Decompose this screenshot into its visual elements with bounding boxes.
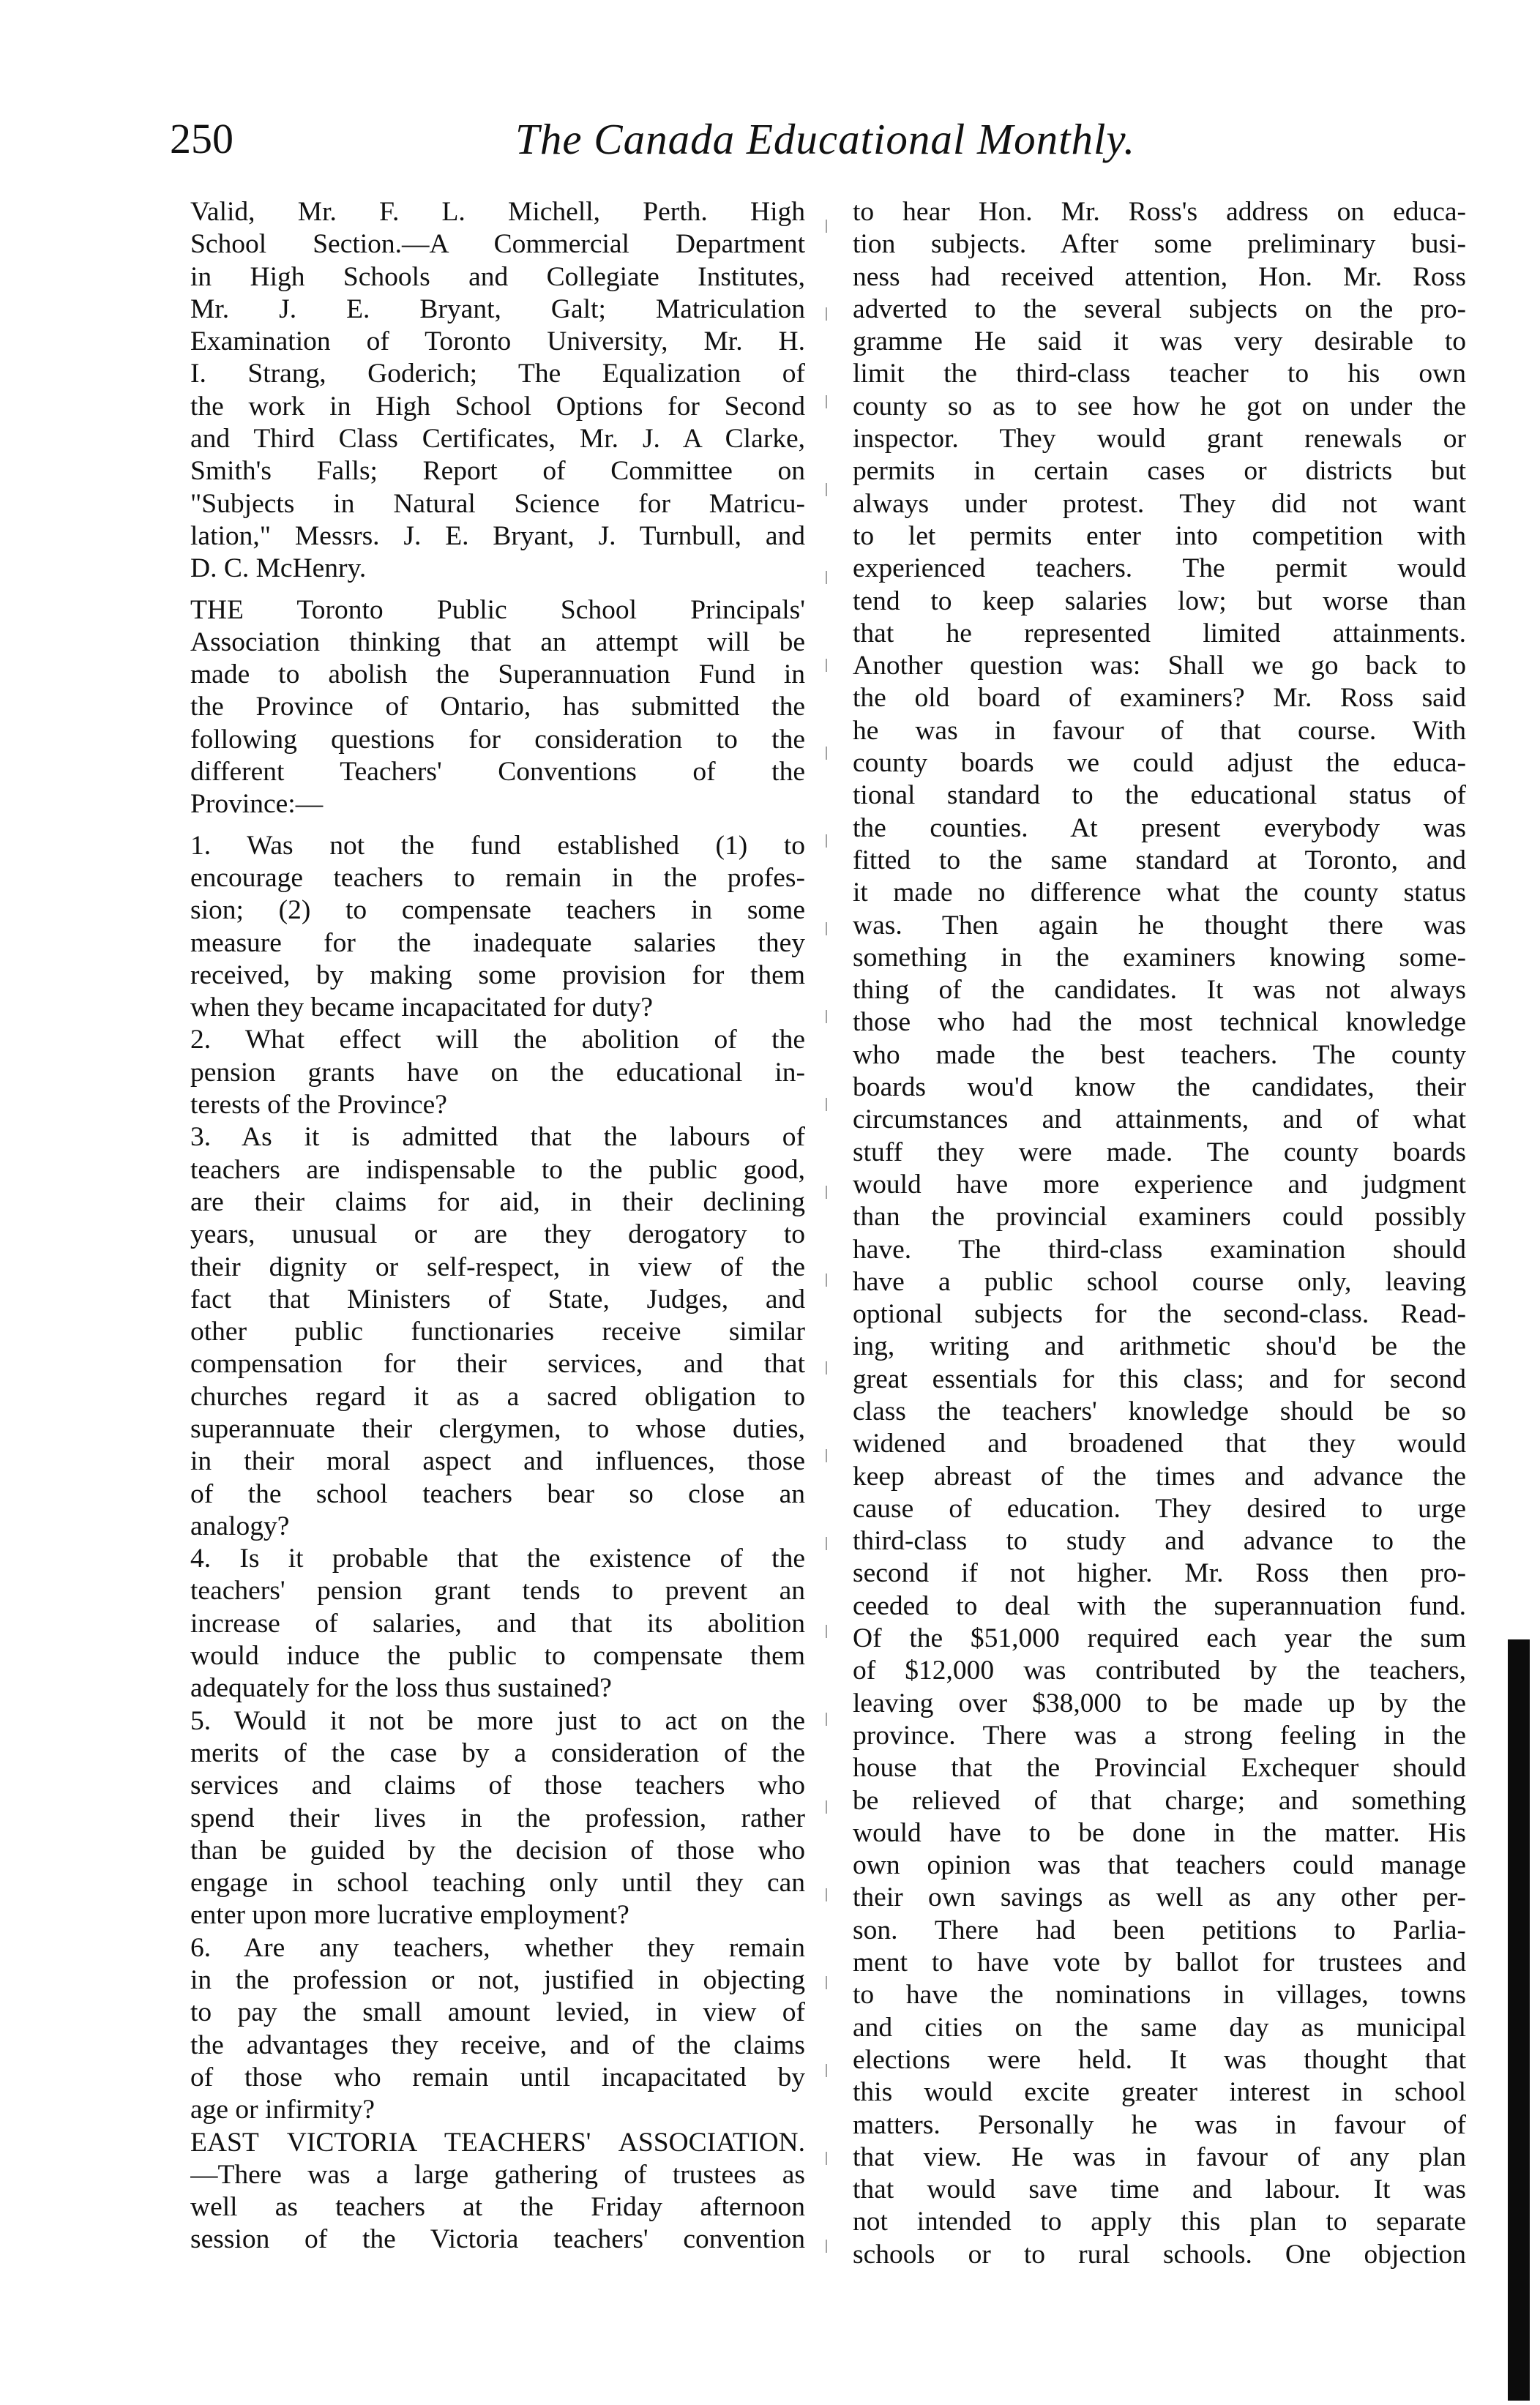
right-column-line: leaving over $38,000 to be made up by the [853, 1688, 1466, 1718]
right-column-line: third-class to study and advance to the [853, 1526, 1466, 1557]
right-column-line: to have the nominations in villages, towns [853, 1980, 1466, 2011]
left-column-line: of those who remain until incapacitated by [190, 2062, 805, 2092]
left-column-line: spend their lives in the profession, rather [190, 1803, 805, 1833]
right-column-line: optional subjects for the second-class. Read- [853, 1299, 1466, 1330]
right-column-line: tional standard to the educational status of [853, 780, 1466, 811]
right-column-line: this would excite greater interest in school [853, 2077, 1466, 2108]
right-column-line: class the teachers' knowledge should be so [853, 1396, 1466, 1426]
left-column-line: following questions for consideration to the [190, 724, 805, 755]
left-column-line: the work in High School Options for Second [190, 391, 805, 422]
left-column-line: other public functionaries receive similar [190, 1317, 805, 1347]
running-title: The Canada Educational Monthly. [515, 115, 1136, 163]
left-column-line: fact that Ministers of State, Judges, and [190, 1284, 805, 1314]
left-column-line: measure for the inadequate salaries they [190, 927, 805, 958]
left-column-line: are their claims for aid, in their declining [190, 1186, 805, 1217]
left-column-line: 1. Was not the fund established (1) to [190, 830, 805, 861]
right-column-line: matters. Personally he was in favour of [853, 2109, 1466, 2140]
right-column-line: gramme He said it was very desirable to [853, 326, 1466, 357]
right-column-line: he was in favour of that course. With [853, 715, 1466, 746]
left-column-line: different Teachers' Conventions of the [190, 757, 805, 788]
right-column-line: county so as to see how he got on under the [853, 391, 1466, 422]
left-column-line: in their moral aspect and influences, those [190, 1446, 805, 1477]
left-column-line: Province:— [190, 789, 324, 820]
left-column-line: superannuate their clergymen, to whose duties, [190, 1413, 805, 1444]
paragraph-gap [190, 821, 805, 830]
left-column-line: and Third Class Certificates, Mr. J. A Clarke, [190, 424, 805, 455]
right-column-line: fitted to the same standard at Toronto, and [853, 845, 1466, 875]
left-column-line: services and claims of those teachers who [190, 1770, 805, 1801]
paragraph-gap [190, 586, 805, 594]
right-column-line: ing, writing and arithmetic shou'd be the [853, 1331, 1466, 1362]
left-column-line: compensation for their services, and that [190, 1349, 805, 1380]
left-column-line: to pay the small amount levied, in view of [190, 1997, 805, 2028]
left-column-line: teachers' pension grant tends to prevent an [190, 1576, 805, 1607]
right-column-line: that view. He was in favour of any plan [853, 2142, 1466, 2172]
right-column-line: stuff they were made. The county boards [853, 1137, 1466, 1167]
right-column-line: their own savings as well as any other per- [853, 1882, 1466, 1913]
scan-edge-shadow [1508, 1639, 1530, 2401]
left-column-line: terests of the Province? [190, 1090, 447, 1121]
left-column-line: churches regard it as a sacred obligation to [190, 1381, 805, 1412]
left-column-line: engage in school teaching only until they can [190, 1868, 805, 1899]
left-column-line: in High Schools and Collegiate Institutes, [190, 261, 805, 292]
right-column-line: Another question was: Shall we go back to [853, 651, 1466, 681]
right-column-line: to hear Hon. Mr. Ross's address on educa- [853, 197, 1466, 227]
left-column-line: "Subjects in Natural Science for Matricu- [190, 488, 805, 519]
right-column-line: schools or to rural schools. One objection [853, 2239, 1466, 2270]
left-column-line: 5. Would it not be more just to act on the [190, 1705, 805, 1736]
left-column-line: I. Strang, Goderich; The Equalization of [190, 359, 805, 389]
right-column-line: who made the best teachers. The county [853, 1039, 1466, 1070]
right-column-line: county boards we could adjust the educa- [853, 748, 1466, 779]
right-column-line: own opinion was that teachers could manage [853, 1850, 1466, 1881]
right-column-line: the counties. At present everybody was [853, 812, 1466, 843]
right-column-line: circumstances and attainments, and of what [853, 1104, 1466, 1135]
column-gutter-marks [826, 220, 827, 2327]
right-column-line: tend to keep salaries low; but worse than [853, 586, 1466, 616]
right-column-line: and cities on the same day as municipal [853, 2012, 1466, 2043]
left-column-line: D. C. McHenry. [190, 553, 367, 584]
left-column-line: age or infirmity? [190, 2095, 375, 2125]
right-column-line: not intended to apply this plan to separate [853, 2207, 1466, 2237]
left-column-line: —There was a large gathering of trustees as [190, 2159, 805, 2190]
right-column-line: permits in certain cases or districts but [853, 456, 1466, 487]
left-column-line: lation," Messrs. J. E. Bryant, J. Turnbull, and [190, 520, 805, 551]
right-column-line: adverted to the several subjects on the pro- [853, 293, 1466, 324]
right-column-line: boards wou'd know the candidates, their [853, 1072, 1466, 1103]
right-column-line: was. Then again he thought there was [853, 910, 1466, 940]
right-column-line: ment to have vote by ballot for trustees and [853, 1948, 1466, 1978]
right-column-line: elections were held. It was thought that [853, 2044, 1466, 2075]
left-column-line: than be guided by the decision of those who [190, 1835, 805, 1866]
right-column-line: tion subjects. After some preliminary busi- [853, 229, 1466, 260]
right-column-line: the old board of examiners? Mr. Ross said [853, 683, 1466, 714]
left-column-line: 3. As it is admitted that the labours of [190, 1122, 805, 1153]
right-column-line: cause of education. They desired to urge [853, 1493, 1466, 1524]
left-column-line: well as teachers at the Friday afternoon [190, 2192, 805, 2223]
right-column-line: than the provincial examiners could possibly [853, 1202, 1466, 1233]
right-column-line: to let permits enter into competition with [853, 520, 1466, 551]
right-column-line: have a public school course only, leaving [853, 1266, 1466, 1297]
left-column-line: THE Toronto Public School Principals' [190, 594, 805, 625]
right-column-line: experienced teachers. The permit would [853, 553, 1466, 584]
left-column-line: 4. Is it probable that the existence of the [190, 1544, 805, 1574]
right-column [853, 196, 1466, 2271]
left-column [190, 196, 805, 2256]
left-column-line: Mr. J. E. Bryant, Galt; Matriculation [190, 293, 805, 324]
left-column-line: EAST VICTORIA TEACHERS' ASSOCIATION. [190, 2127, 805, 2158]
right-column-line: it made no difference what the county status [853, 878, 1466, 908]
left-column-line: sion; (2) to compensate teachers in some [190, 895, 805, 926]
left-column-line: analogy? [190, 1511, 290, 1541]
right-column-line: Of the $51,000 required each year the sum [853, 1623, 1466, 1654]
right-column-line: something in the examiners knowing some- [853, 942, 1466, 973]
left-column-line: when they became incapacitated for duty? [190, 992, 653, 1023]
right-column-line: house that the Provincial Exchequer should [853, 1753, 1466, 1784]
right-column-line: province. There was a strong feeling in the [853, 1720, 1466, 1751]
left-column-line: session of the Victoria teachers' convention [190, 2224, 805, 2255]
right-column-line: would have to be done in the matter. His [853, 1817, 1466, 1848]
left-column-line: increase of salaries, and that its abolition [190, 1608, 805, 1639]
right-column-line: be relieved of that charge; and something [853, 1785, 1466, 1816]
left-column-line: in the profession or not, justified in objecting [190, 1965, 805, 1996]
right-column-line: have. The third-class examination should [853, 1234, 1466, 1265]
right-column-line: son. There had been petitions to Parlia- [853, 1915, 1466, 1945]
right-column-line: great essentials for this class; and for second [853, 1364, 1466, 1394]
left-column-line: years, unusual or are they derogatory to [190, 1219, 805, 1250]
right-column-line: ness had received attention, Hon. Mr. Ross [853, 261, 1466, 292]
left-column-line: the advantages they receive, and of the claims [190, 2030, 805, 2060]
right-column-line: keep abreast of the times and advance the [853, 1461, 1466, 1492]
right-column-line: that would save time and labour. It was [853, 2174, 1466, 2205]
left-column-line: received, by making some provision for them [190, 960, 805, 990]
right-column-line: thing of the candidates. It was not always [853, 975, 1466, 1006]
left-column-line: 2. What effect will the abolition of the [190, 1025, 805, 1055]
right-column-line: second if not higher. Mr. Ross then pro- [853, 1558, 1466, 1589]
right-column-line: inspector. They would grant renewals or [853, 424, 1466, 455]
left-column-line: would induce the public to compensate them [190, 1641, 805, 1672]
right-column-line: of $12,000 was contributed by the teachers, [853, 1656, 1466, 1686]
left-column-line: Examination of Toronto University, Mr. H. [190, 326, 805, 357]
left-column-line: Association thinking that an attempt will be [190, 627, 805, 657]
right-column-line: that he represented limited attainments. [853, 618, 1466, 648]
left-column-line: 6. Are any teachers, whether they remain [190, 1932, 805, 1963]
left-column-line: of the school teachers bear so close an [190, 1478, 805, 1509]
page-number: 250 [170, 115, 233, 162]
right-column-line: widened and broadened that they would [853, 1429, 1466, 1459]
right-column-line: always under protest. They did not want [853, 488, 1466, 519]
left-column-line: Valid, Mr. F. L. Michell, Perth. High [190, 197, 805, 227]
left-column-line: encourage teachers to remain in the profes- [190, 862, 805, 893]
left-column-line: School Section.—A Commercial Department [190, 229, 805, 260]
left-column-line: their dignity or self-respect, in view of the [190, 1252, 805, 1282]
left-column-line: adequately for the loss thus sustained? [190, 1673, 612, 1704]
left-column-line: the Province of Ontario, has submitted the [190, 692, 805, 722]
left-column-line: enter upon more lucrative employment? [190, 1900, 629, 1931]
left-column-line: Smith's Falls; Report of Committee on [190, 456, 805, 487]
left-column-line: teachers are indispensable to the public good, [190, 1154, 805, 1185]
left-column-line: pension grants have on the educational in- [190, 1057, 805, 1088]
running-header [170, 110, 1370, 176]
right-column-line: ceeded to deal with the superannuation fund. [853, 1590, 1466, 1621]
right-column-line: limit the third-class teacher to his own [853, 359, 1466, 389]
left-column-line: made to abolish the Superannuation Fund in [190, 659, 805, 690]
right-column-line: those who had the most technical knowledge [853, 1007, 1466, 1038]
left-column-line: merits of the case by a consideration of the [190, 1738, 805, 1768]
right-column-line: would have more experience and judgment [853, 1169, 1466, 1200]
